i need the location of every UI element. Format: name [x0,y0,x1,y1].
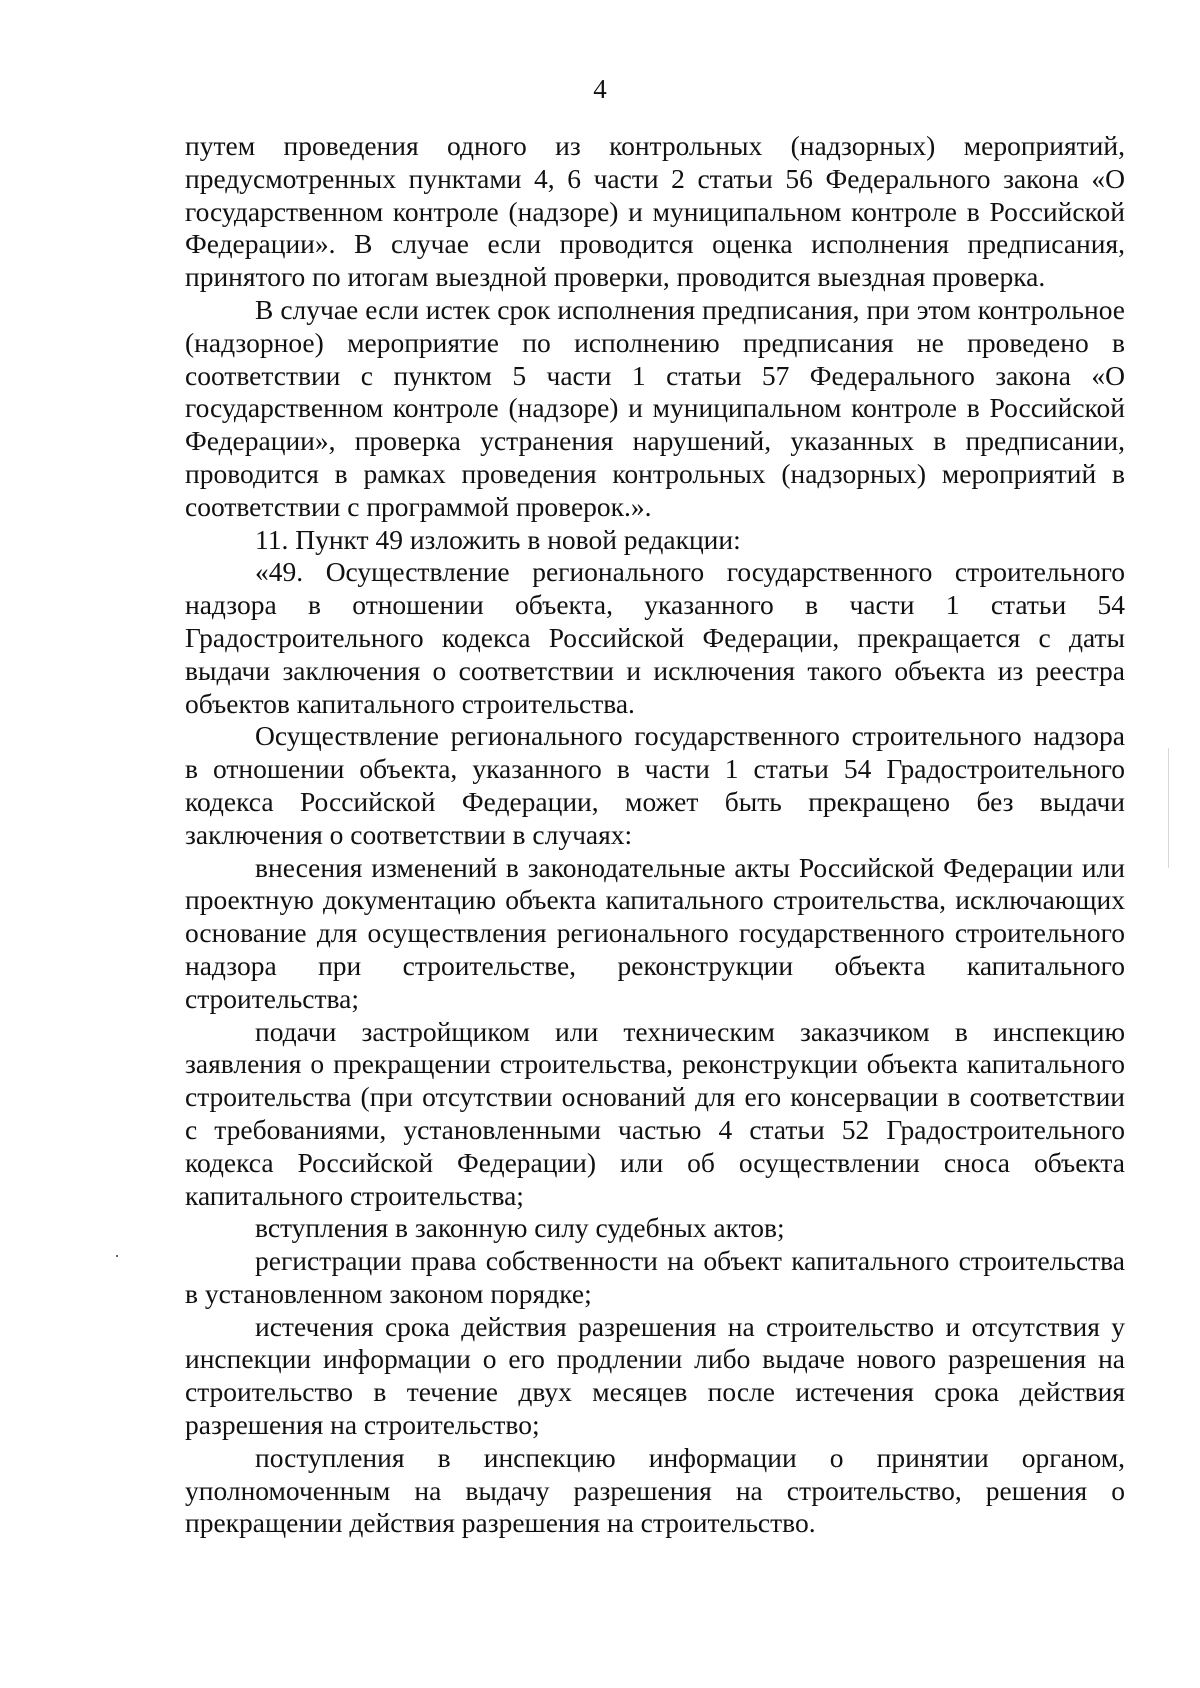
paragraph-termination-cases: Осуществление регионального государственного строительного надзора в отношении объекта, указанного в части 1 статьи 54 Градостроительного кодекса Российской Федерации, может быть прекращено без выдачи заключения о соответствии в случаях: [185,720,1125,850]
list-item-permit-expiry: истечения срока действия разрешения на строительство и отсутствия у инспекции информации о его продлении либо выдаче нового разрешения на строительство в течение двух месяцев после истечения срока действия разрешения на строительство; [185,1310,1125,1441]
scan-margin-mark [1168,748,1169,868]
paragraph-prescription-deadline: В случае если истек срок исполнения предписания, при этом контрольное (надзорное) мероприятие по исполнению предписания не проведено в соответствии с пунктом 5 части 1 статьи 57 Федерального закона «О государственном контроле (надзоре) и муниципальном контроле в Российской Федерации», проверка устранения нарушений, указанных в предписании, проводится в рамках проведения контрольных (надзорных) мероприятий в соответствии с программой проверок.». [185,293,1125,522]
document-body [185,130,1125,1540]
list-item-court-acts: вступления в законную силу судебных актов; [255,1212,785,1244]
list-item-ownership-registration: регистрации права собственности на объект капитального строительства в установленном законом порядке; [185,1245,1125,1309]
paragraph-item-11: 11. Пункт 49 изложить в новой редакции: [255,523,741,555]
page-number: 4 [593,74,607,104]
list-item-developer-application: подачи застройщиком или техническим заказчиком в инспекцию заявления о прекращении строительства, реконструкции объекта капитального строительства (при отсутствии оснований для его консервации в соответствии с требованиями, установленными частью 4 статьи 52 Градостроительного кодекса Российской Федерации) или об осуществлении сноса объекта капитального строительства; [185,1015,1125,1211]
list-item-legislation-changes: внесения изменений в законодательные акты Российской Федерации или проектную документацию объекта капитального строительства, исключающих основание для осуществления регионального государственного строительного надзора при строительстве, реконструкции объекта капитального строительства; [185,851,1125,1014]
paragraph-item-49: «49. Осуществление регионального государственного строительного надзора в отношении объекта, указанного в части 1 статьи 54 Градостроительного кодекса Российской Федерации, прекращается с даты выдачи заключения о соответствии и исключения такого объекта из реестра объектов капитального строительства. [185,556,1125,719]
scan-speck [116,1255,118,1257]
paragraph-continuation: путем проведения одного из контрольных (надзорных) мероприятий, предусмотренных пунктами 4, 6 части 2 статьи 56 Федерального закона «О государственном контроле (надзоре) и муниципальном контроле в Российской Федерации». В случае если проводится оценка исполнения предписания, принятого по итогам выездной проверки, проводится выездная проверка. [185,130,1125,293]
list-item-permit-revocation: поступления в инспекцию информации о принятии органом, уполномоченным на выдачу разрешения на строительство, решения о прекращении действия разрешения на строительство. [185,1441,1125,1539]
